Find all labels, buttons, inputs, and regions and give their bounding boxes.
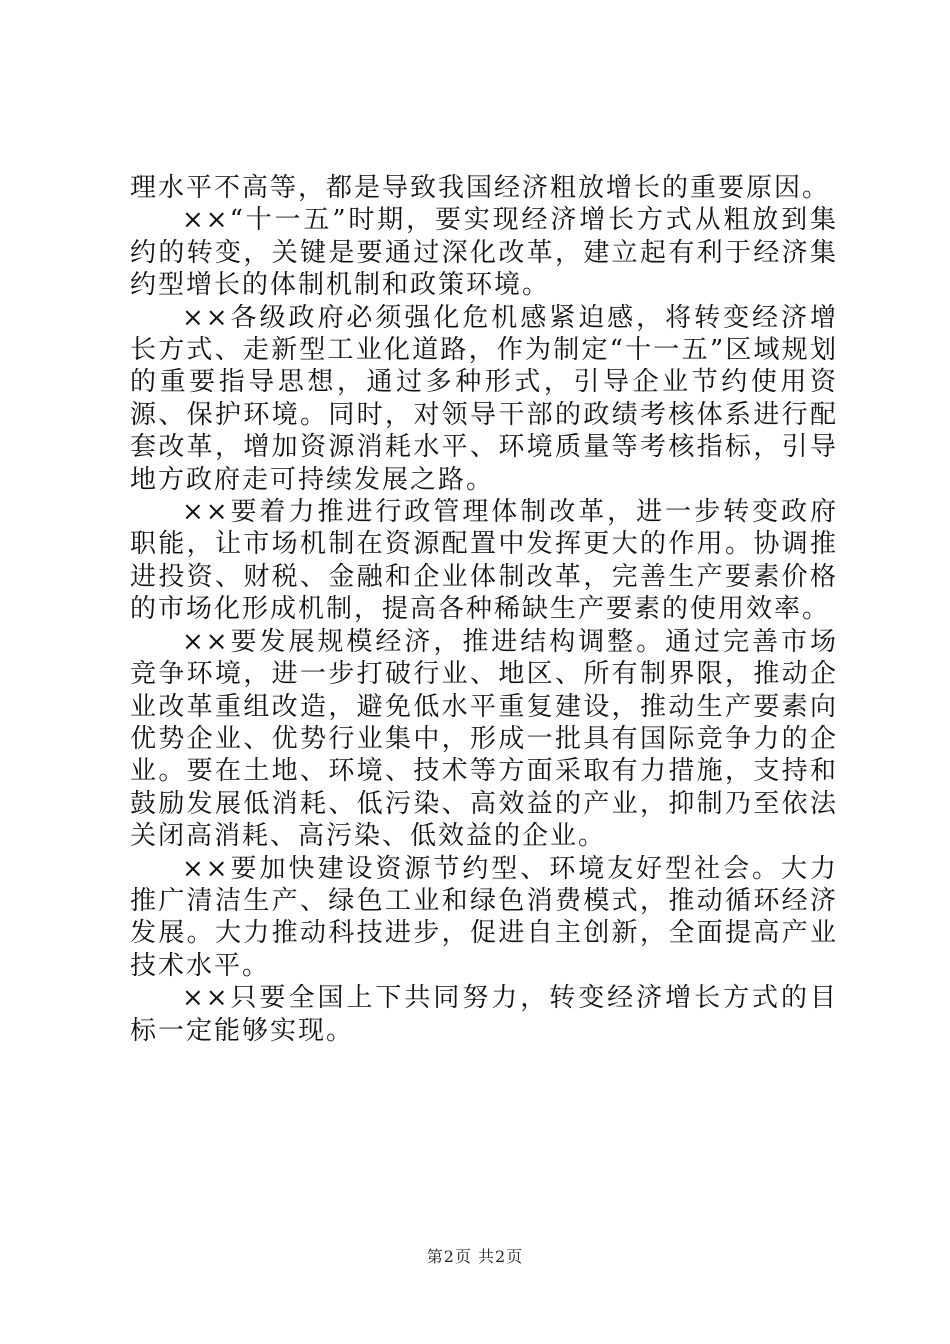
paragraph-conclusion: ××只要全国上下共同努力，转变经济增长方式的目标一定能够实现。 <box>130 983 838 1046</box>
document-body <box>130 172 838 1047</box>
paragraph-resource-saving: ××要加快建设资源节约型、环境友好型社会。大力推广清洁生产、绿色工业和绿色消费模式，推动循环经济发展。大力推动科技进步，促进自主创新，全面提高产业技术水平。 <box>130 853 838 981</box>
page-number-footer: 第2页 共2页 <box>426 1247 524 1266</box>
paragraph-scale-economy: ××要发展规模经济，推进结构调整。通过完善市场竞争环境，进一步打破行业、地区、所有制界限，推动企业改革重组改造，避免低水平重复建设，推动生产要素向优势企业、优势行业集中，形成一批具有国际竞争力的企业。要在土地、环境、技术等方面采取有力措施，支持和鼓励发展低消耗、低污染、高效益的产业，抑制乃至依法关闭高消耗、高污染、低效益的企业。 <box>130 626 838 852</box>
paragraph-reform-transition: ××“十一五”时期，要实现经济增长方式从粗放到集约的转变，关键是要通过深化改革，建立起有利于经济集约型增长的体制机制和政策环境。 <box>130 205 838 301</box>
paragraph-administrative-reform: ××要着力推进行政管理体制改革，进一步转变政府职能，让市场机制在资源配置中发挥更大的作用。协调推进投资、财税、金融和企业体制改革，完善生产要素价格的市场化形成机制，提高各种稀缺生产要素的使用效率。 <box>130 497 838 625</box>
paragraph-government-urgency: ××各级政府必须强化危机感紧迫感，将转变经济增长方式、走新型工业化道路，作为制定“十一五”区域规划的重要指导思想，通过多种形式，引导企业节约使用资源、保护环境。同时，对领导干部的政绩考核体系进行配套改革，增加资源消耗水平、环境质量等考核指标，引导地方政府走可持续发展之路。 <box>130 302 838 495</box>
paragraph-continuation: 理水平不高等，都是导致我国经济粗放增长的重要原因。 <box>130 173 831 203</box>
